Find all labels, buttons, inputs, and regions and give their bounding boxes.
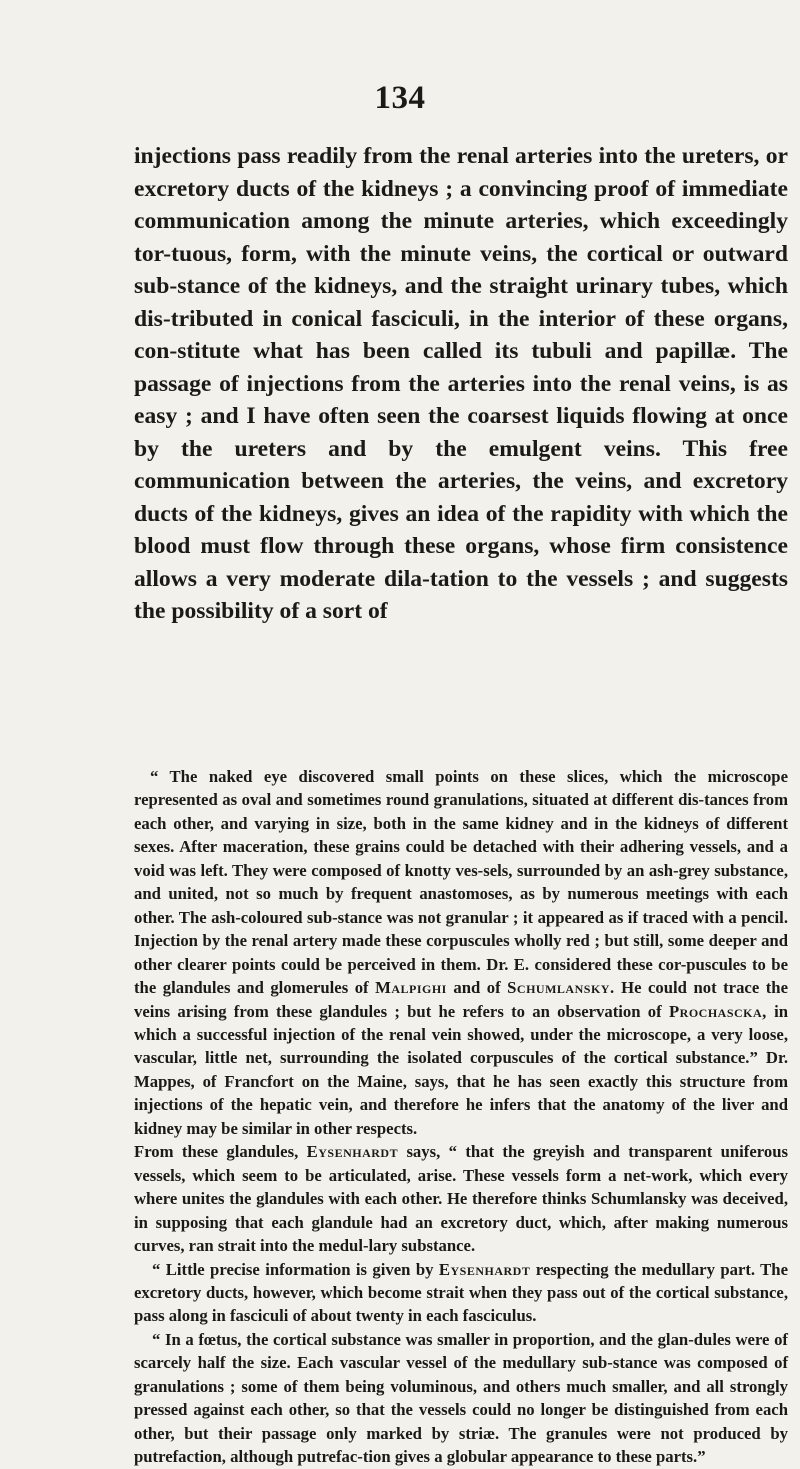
footnote-paragraph-3	[134, 1258, 788, 1328]
footnote-paragraph-1	[134, 765, 788, 1140]
author-name-prochascka: Prochascka,	[668, 1001, 767, 1021]
footnote-paragraph-2	[134, 1140, 788, 1257]
footnote-text: respecting the medullary part. The excretory ducts, however, which become strait when they pass out of the cortical substance, pass along in fasciculi of about twenty in each fasciculus.	[134, 1259, 788, 1326]
footnote-text: From these glandules,	[134, 1142, 307, 1162]
footnote-text: in which a successful injection of the renal vein showed, under the microscope, a very loose, vascular, little net, surrounding the isolated corpuscules of the cortical substance.” Dr. Mappes, of Francfort on the Maine, says, that he has seen exactly this structure from injections of the hepatic vein, and therefore he infers that the anatomy of the liver and kidney may be similar in other respects.	[134, 1001, 788, 1138]
footnote-text: He could not trace the veins arising from these glandules ; but he refers to an observation of	[134, 978, 788, 1021]
author-name-eysenhardt: Eysenhardt	[306, 1142, 399, 1162]
author-name-schumlansky: Schumlansky.	[507, 978, 615, 998]
footnote	[134, 765, 788, 1469]
footnote-text: and of	[446, 978, 508, 998]
footnote-text: “ Little precise information is given by	[152, 1259, 439, 1279]
author-name-malpighi: Malpighi	[375, 978, 447, 998]
footnote-text: “ The naked eye discovered small points on these slices, which the microscope represented as oval and sometimes round granulations, situated at different dis-tances from each other, and varying in size, both in the same kidney and in the kidneys of different sexes. After maceration, these grains could be detached with their adhering vessels, and a void was left. They were composed of knotty ves-sels, surrounded by an ash-grey substance, and united, not so much by frequent anastomoses, as by numerous meetings with each other. The ash-coloured sub-stance was not granular ; it appeared as if traced with a pencil. Injection by the renal artery made these corpuscules wholly red ; but still, some deeper and other clearer points could be perceived in them. Dr. E. considered these cor-puscules to be the glandules and glomerules of	[134, 767, 788, 998]
footnote-paragraph-4: “ In a fœtus, the cortical substance was smaller in proportion, and the glan-dules were of scarcely half the size. Each vascular vessel of the medullary sub-stance was composed of granulations ; some of them being voluminous, and others much smaller, and all strongly pressed against each other, so that the vessels could no longer be distinguished from each other, but their passage only marked by striæ. The granules were not produced by putrefaction, although putrefac-tion gives a globular appearance to these parts.”	[134, 1329, 788, 1467]
author-name-eysenhardt: Eysenhardt	[438, 1259, 531, 1279]
page-number: 134	[374, 80, 426, 116]
footnote-text: says, “ that the greyish and transparent uniferous vessels, which seem to be articulated, arise. These vessels form a net-work, which every where unites the glandules with each other. He therefore thinks Schumlansky was deceived, in supposing that each glandule had an excretory duct, which, after making numerous curves, ran strait into the medul-lary substance.	[134, 1142, 788, 1256]
main-text-paragraph: injections pass readily from the renal arteries into the ureters, or excretory ducts of the kidneys ; a convincing proof of immediate communication among the minute arteries, which exceedingly tor-tuous, form, with the minute veins, the cortical or outward sub-stance of the kidneys, and the straight urinary tubes, which dis-tributed in conical fasciculi, in the interior of these organs, con-stitute what has been called its tubuli and papillæ. The passage of injections from the arteries into the renal veins, is as easy ; and I have often seen the coarsest liquids flowing at once by the ureters and by the emulgent veins. This free communication between the arteries, the veins, and excretory ducts of the kidneys, gives an idea of the rapidity with which the blood must flow through these organs, whose firm consistence allows a very moderate dila-tation to the vessels ; and suggests the possibility of a sort of	[134, 143, 788, 624]
